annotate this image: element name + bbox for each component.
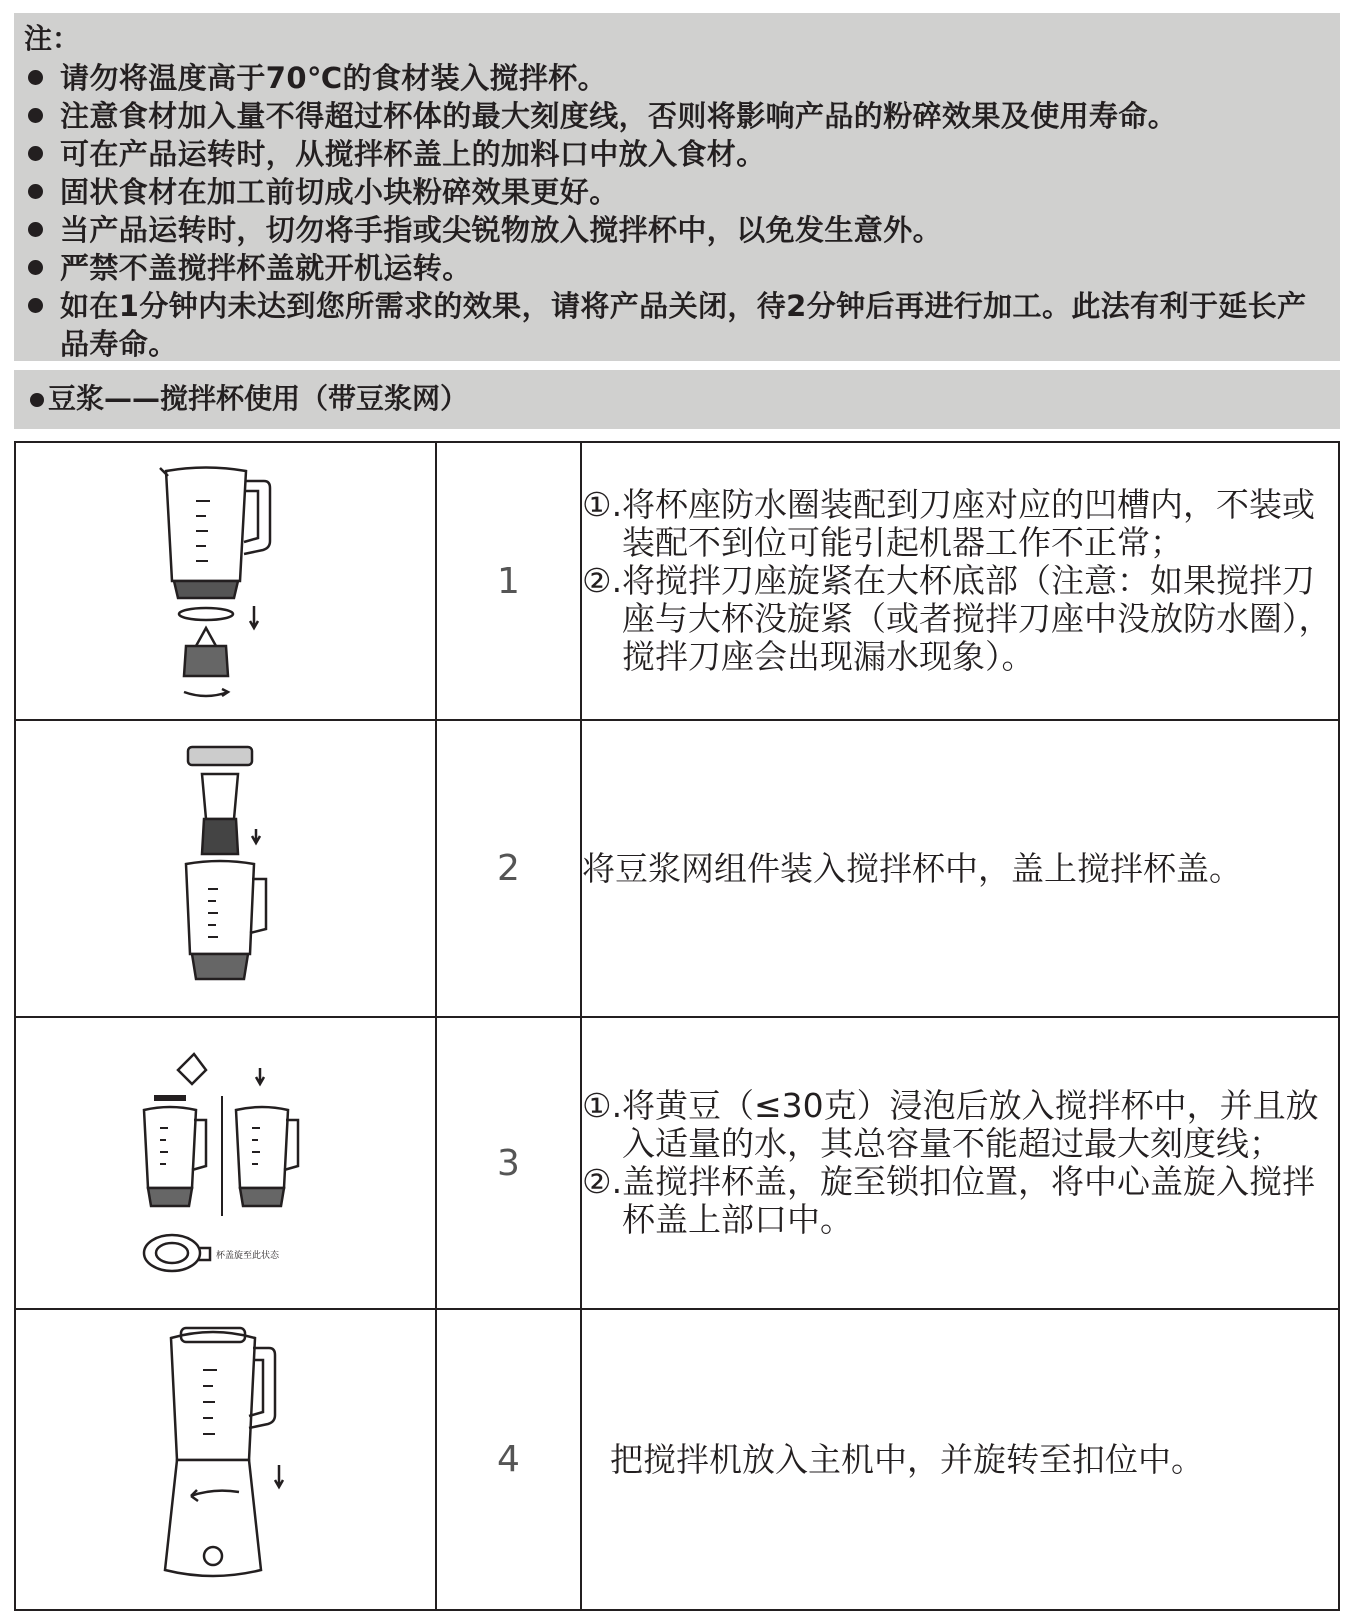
- step-mark: ②.: [582, 561, 623, 600]
- step-image-cell: [15, 442, 436, 720]
- step-image-cell: [15, 720, 436, 1017]
- note-item: [24, 211, 1332, 249]
- bullet-icon: [28, 184, 43, 199]
- step-paragraph-text: 将搅拌刀座旋紧在大杯底部（注意：如果搅拌刀座与大杯没旋紧（或者搅拌刀座中没放防水圈），搅拌刀座会出现漏水现象）。: [622, 561, 1332, 676]
- note-text: 当产品运转时，切勿将手指或尖锐物放入搅拌杯中，以免发生意外。: [60, 213, 943, 247]
- step-paragraph: [582, 486, 1338, 562]
- step-paragraph-text: 盖搅拌杯盖，旋至锁扣位置，将中心盖旋入搅拌杯盖上部口中。: [622, 1162, 1315, 1239]
- image-caption: 杯盖旋至此状态: [215, 1251, 279, 1261]
- step-row: [15, 1017, 1339, 1309]
- step-paragraph-text: 将杯座防水圈装配到刀座对应的凹槽内，不装或装配不到位可能引起机器工作不正常；: [622, 485, 1315, 562]
- note-item: [24, 249, 1332, 287]
- note-text: 如在1分钟内未达到您所需求的效果，请将产品关闭，待2分钟后再进行加工。此法有利于延长产品寿命。: [60, 289, 1307, 361]
- step-mark: ①.: [582, 1086, 623, 1125]
- bullet-icon: [28, 108, 43, 123]
- step-mark: ①.: [582, 485, 623, 524]
- note-item: [24, 59, 1332, 97]
- step-paragraph: [582, 1087, 1338, 1163]
- step-text-cell: 将豆浆网组件装入搅拌杯中，盖上搅拌杯盖。: [581, 720, 1339, 1017]
- note-item: [24, 173, 1332, 211]
- add-beans-and-lid-icon: [136, 1048, 316, 1278]
- step-paragraph: [582, 562, 1338, 676]
- section-header: [14, 370, 1340, 429]
- step-text-cell: 把搅拌机放入主机中，并旋转至扣位中。: [581, 1309, 1339, 1610]
- bullet-icon: [28, 260, 43, 275]
- bullet-icon: [28, 298, 43, 313]
- note-item: [24, 97, 1332, 135]
- step-mark: ②.: [582, 1162, 623, 1201]
- note-item: [24, 287, 1332, 363]
- bullet-icon: [30, 393, 44, 407]
- soymilk-filter-assembly-icon: [156, 739, 296, 999]
- step-paragraph-text: 将黄豆（≤30克）浸泡后放入搅拌杯中，并且放入适量的水，其总容量不能超过最大刻度线；: [622, 1086, 1319, 1163]
- note-item: [24, 135, 1332, 173]
- step-number: 3: [436, 1017, 581, 1309]
- steps-table: [14, 441, 1340, 1611]
- step-image-cell: [15, 1017, 436, 1309]
- step-image-cell: [15, 1309, 436, 1610]
- note-text: 严禁不盖搅拌杯盖就开机运转。: [60, 251, 472, 285]
- step-number: 2: [436, 720, 581, 1017]
- note-text: 请勿将温度高于70℃的食材装入搅拌杯。: [60, 61, 608, 95]
- notes-panel: [14, 13, 1340, 361]
- bullet-icon: [28, 222, 43, 237]
- step-text-cell: [581, 442, 1339, 720]
- step-row: [15, 1309, 1339, 1610]
- step-row: [15, 442, 1339, 720]
- step-number: 1: [436, 442, 581, 720]
- notes-title: 注：: [24, 22, 81, 55]
- blender-jar-assembly-icon: [146, 456, 306, 706]
- note-text: 可在产品运转时，从搅拌杯盖上的加料口中放入食材。: [60, 137, 766, 171]
- section-title: 豆浆——搅拌杯使用（带豆浆网）: [48, 382, 469, 415]
- bullet-icon: [28, 70, 43, 85]
- blender-on-base-icon: [151, 1320, 301, 1600]
- bullet-icon: [28, 146, 43, 161]
- step-text-cell: [581, 1017, 1339, 1309]
- step-number: 4: [436, 1309, 581, 1610]
- step-row: [15, 720, 1339, 1017]
- step-paragraph: [582, 1163, 1338, 1239]
- note-text: 固状食材在加工前切成小块粉碎效果更好。: [60, 175, 619, 209]
- note-text: 注意食材加入量不得超过杯体的最大刻度线，否则将影响产品的粉碎效果及使用寿命。: [60, 99, 1178, 133]
